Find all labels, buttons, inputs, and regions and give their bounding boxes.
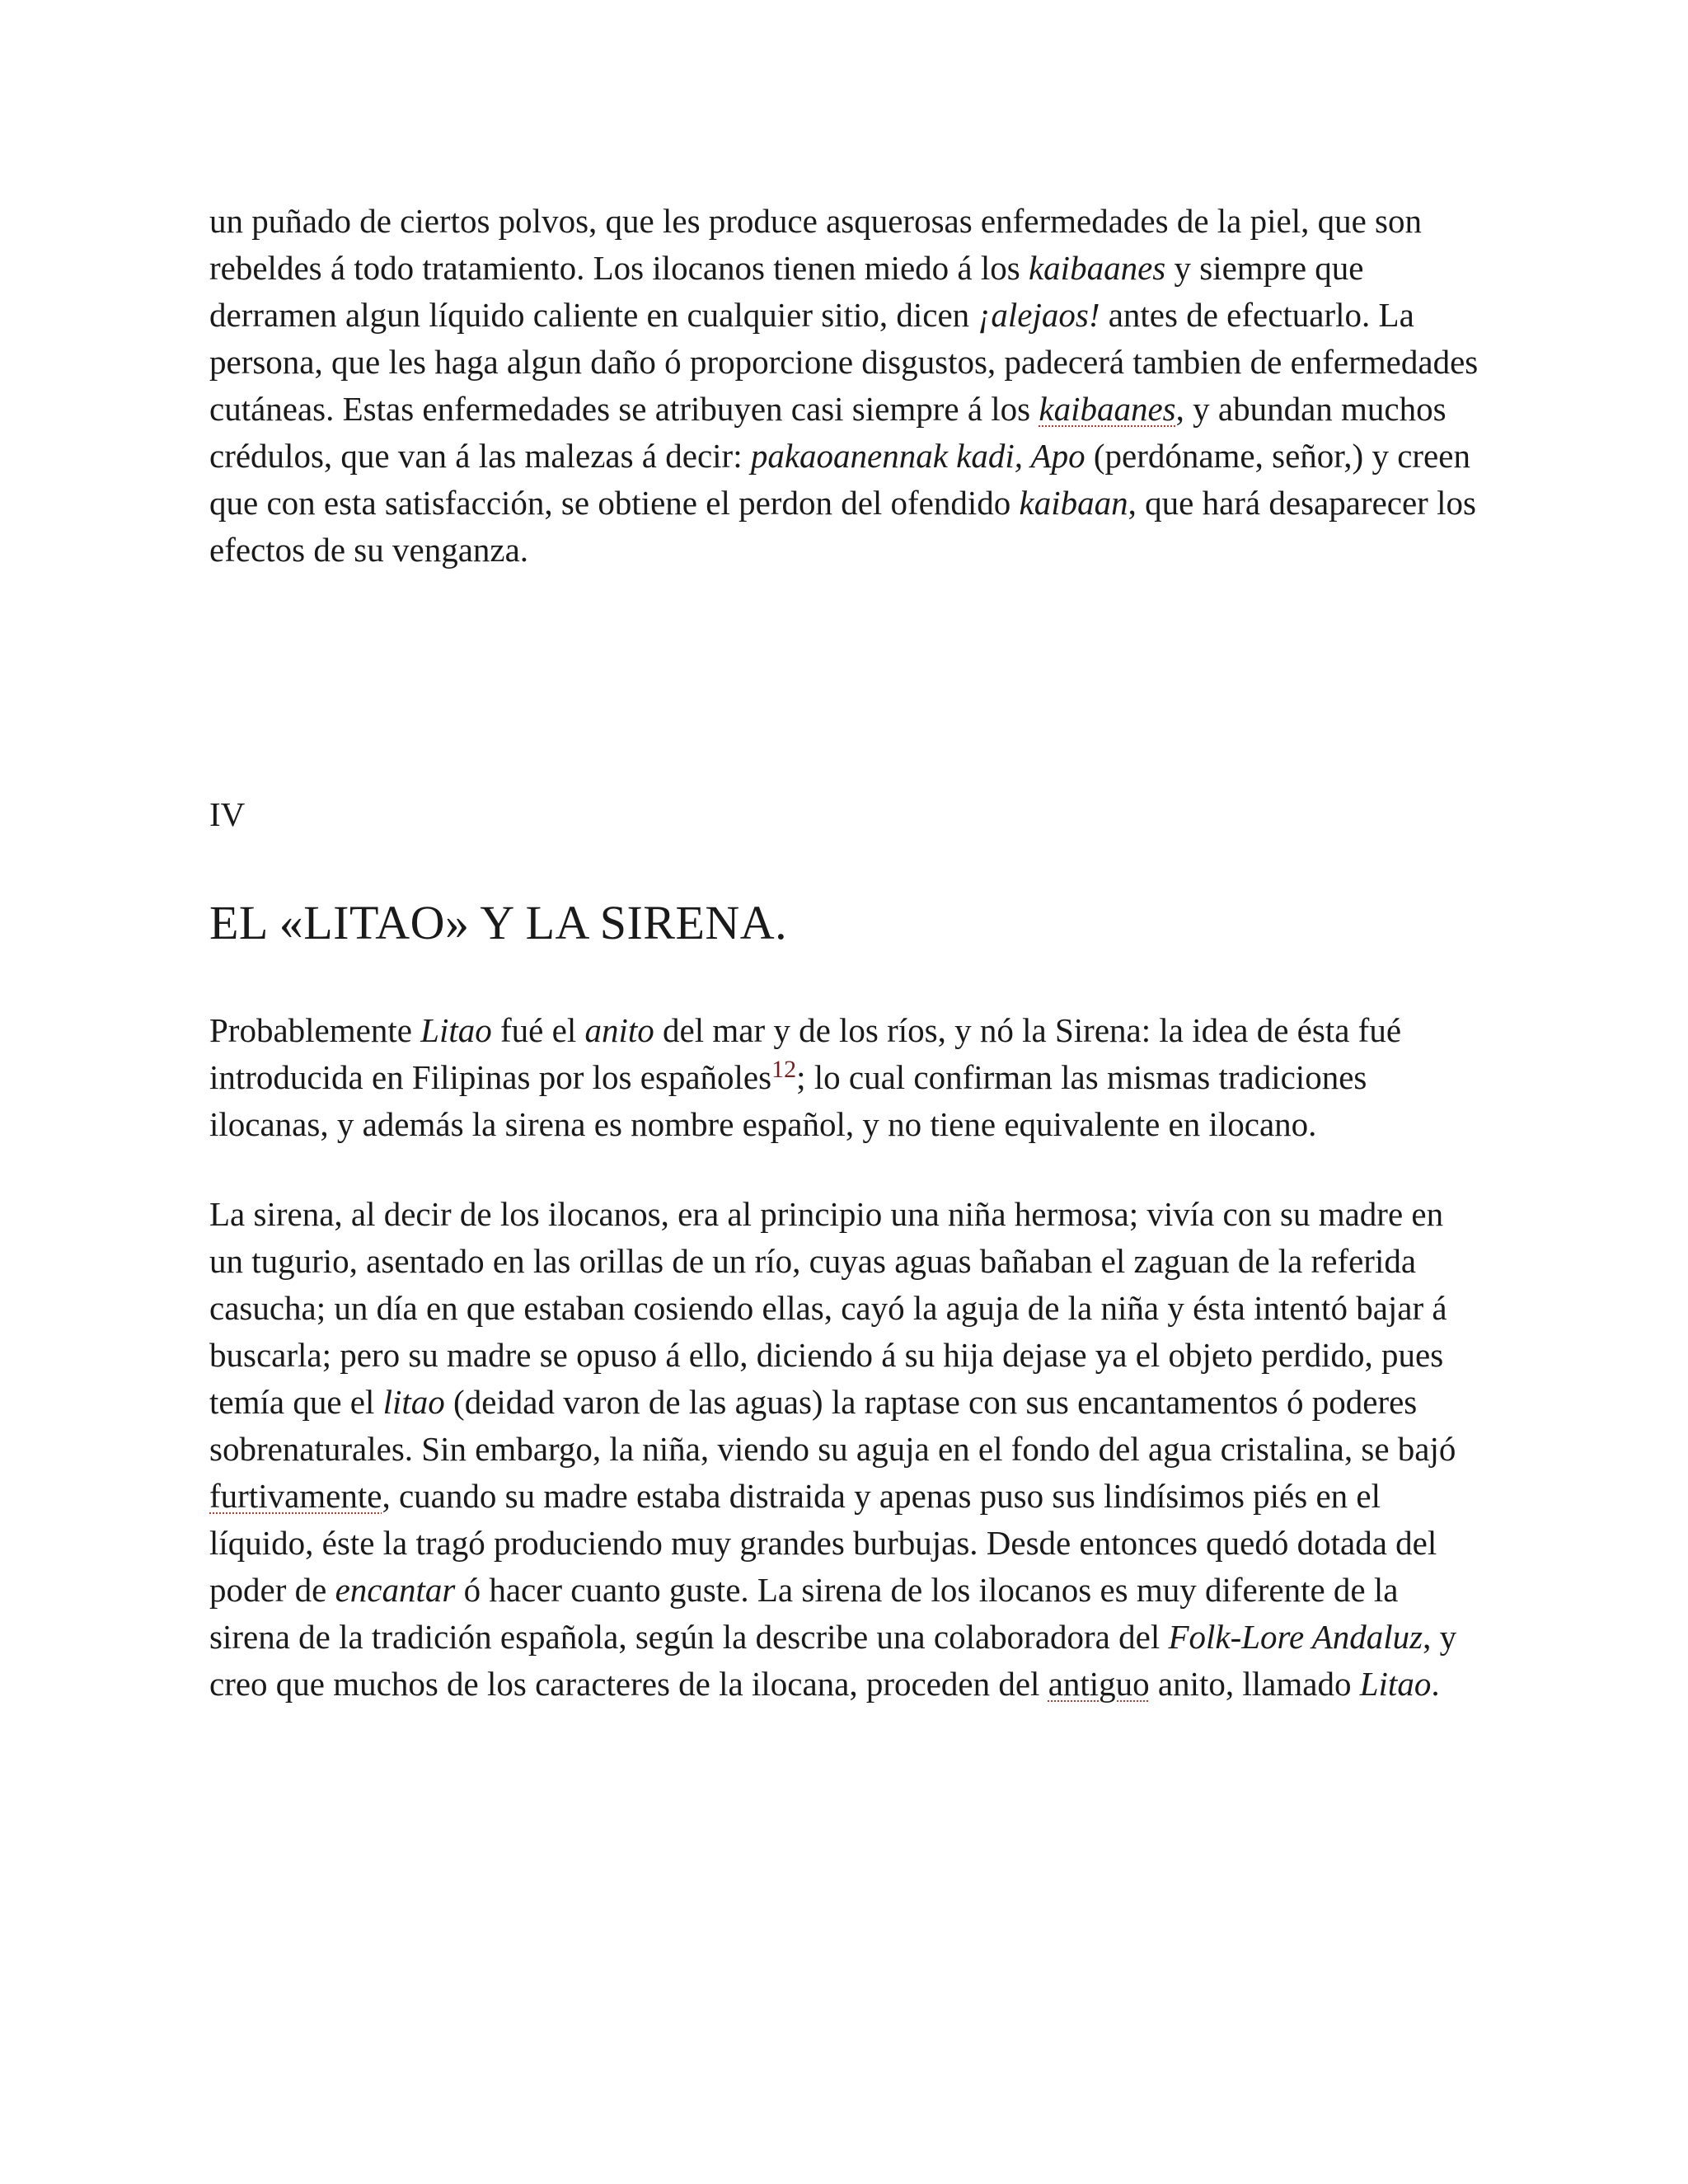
italic-term: encantar	[335, 1571, 456, 1609]
paragraph-litao	[209, 1007, 1483, 1148]
italic-term: kaibaanes	[1028, 249, 1166, 287]
text-span: y siempre que derramen algun líquido caliente en cualquier sitio, dicen	[209, 249, 1364, 334]
text-span: un puñado de ciertos polvos, que les produce asquerosas enfermedades de la piel, que son rebeldes á todo tratamiento. Los ilocanos tienen miedo á los	[209, 202, 1422, 287]
italic-term: ¡alejaos!	[978, 296, 1100, 334]
italic-term-underlined: kaibaanes	[1039, 390, 1176, 428]
text-span: (deidad varon de las aguas) la raptase con sus encantamentos ó poderes sobrenaturales. Sin embargo, la niña, viendo su aguja en el fondo del agua cristalina, se bajó	[209, 1383, 1456, 1468]
text-span: antes de efectuarlo. La persona, que les haga algun daño ó proporcione disgustos, padecerá tambien de enfermedades cutáneas. Estas enfermedades se atribuyen casi siempre á los	[209, 296, 1479, 428]
text-span: Probablemente	[209, 1011, 421, 1049]
underlined-word: antiguo	[1048, 1665, 1150, 1703]
italic-term: Litao	[1359, 1665, 1432, 1703]
section-number: IV	[209, 795, 246, 833]
underlined-word: furtivamente	[209, 1477, 382, 1515]
text-span: , que hará desaparecer los efectos de su venganza.	[209, 484, 1476, 569]
text-span: , y creo que muchos de los caracteres de la ilocana, proceden del	[209, 1618, 1457, 1703]
text-span: fué el	[491, 1011, 585, 1049]
text-span: ó hacer cuanto guste. La sirena de los ilocanos es muy diferente de la sirena de la tradición española, según la describe una colaboradora del	[209, 1571, 1399, 1656]
text-span: del mar y de los ríos, y nó la Sirena: la idea de ésta fué introducida en Filipinas por los españoles	[209, 1011, 1402, 1096]
section-body	[209, 1007, 1483, 1708]
text-span: , y abundan muchos crédulos, que van á las malezas á decir:	[209, 390, 1447, 475]
italic-term: Folk-Lore Andaluz	[1168, 1618, 1423, 1656]
paragraph-sirena	[209, 1191, 1483, 1708]
text-span: anito, llamado	[1149, 1665, 1360, 1703]
footnote-link[interactable]: 12	[771, 1056, 797, 1083]
text-span: .	[1431, 1665, 1440, 1703]
text-span: , cuando su madre estaba distraida y apenas puso sus lindísimos piés en el líquido, éste la tragó produciendo muy grandes burbujas. Desde entonces quedó dotada del poder de	[209, 1477, 1437, 1609]
italic-term: anito	[584, 1011, 654, 1049]
text-span: La sirena, al decir de los ilocanos, era al principio una niña hermosa; vivía con su madre en un tugurio, asentado en las orillas de un río, cuyas aguas bañaban el zaguan de la referida casucha; un día en que estaban cosiendo ellas, cayó la aguja de la niña y ésta intentó bajar á buscarla; pero su madre se opuso á ello, diciendo á su hija dejase ya el objeto perdido, pues temía que el	[209, 1195, 1447, 1421]
italic-term: litao	[382, 1383, 445, 1421]
italic-term: kaibaan	[1019, 484, 1128, 522]
page-top-text	[209, 198, 1483, 574]
section-title: EL «LITAO» Y LA SIRENA.	[209, 896, 788, 949]
italic-term: pakaoanennak kadi, Apo	[750, 437, 1085, 475]
text-span: (perdóname, señor,) y creen que con esta satisfacción, se obtiene el perdon del ofendido	[209, 437, 1470, 522]
paragraph-kaibaanes	[209, 198, 1483, 574]
text-span: ; lo cual confirman las mismas tradiciones ilocanas, y además la sirena es nombre español, y no tiene equivalente en ilocano.	[209, 1058, 1367, 1143]
italic-term: Litao	[420, 1011, 492, 1049]
